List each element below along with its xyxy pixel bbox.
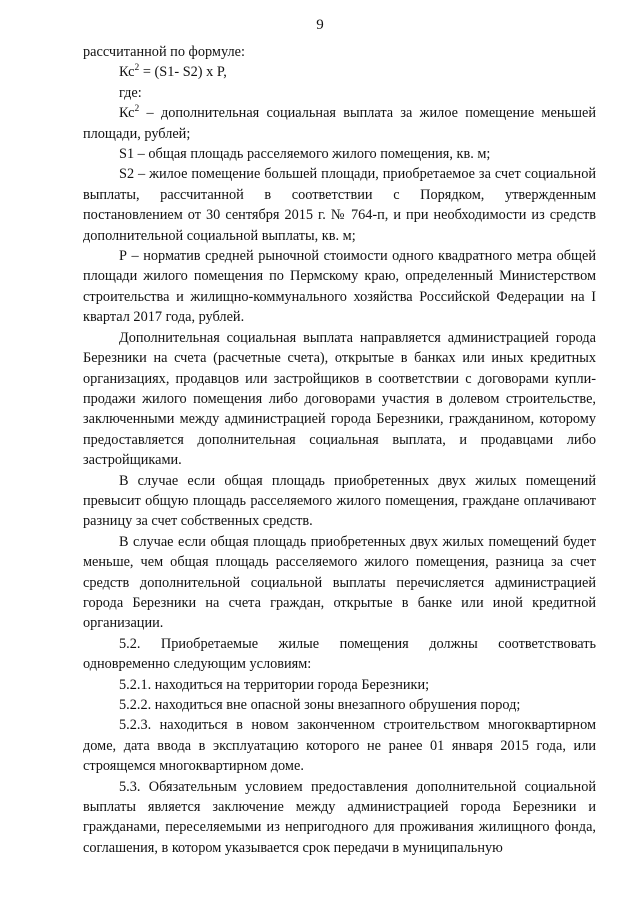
- formula-lhs-sup: 2: [134, 63, 140, 74]
- page-number: 9: [316, 17, 324, 33]
- paragraph: 5.3. Обязательным условием предоставления дополнительной социальной выплаты является заключение между администрацией города Березники и гражданами, переселяемыми из непригодного для проживания жилищного фонда, соглашения, в котором указывается срок передачи в муниципальную: [83, 778, 596, 856]
- paragraph: В случае если общая площадь приобретенных двух жилых помещений будет меньше, чем общая площадь расселяемого жилого помещения, разница за счет средств дополнительной социальной выплаты перечисляется администрацией города Березники на счета граждан, открытые в банке или иной кредитной организации.: [83, 533, 596, 632]
- paragraph: 5.2.3. находиться в новом законченном строительством многоквартирном доме, дата ввода в эксплуатацию которого не ранее 01 января 2015 года, или строящемся многоквартирном доме.: [83, 717, 596, 775]
- kc-symbol-sup: 2: [134, 104, 140, 115]
- where-label: где:: [119, 84, 142, 101]
- document-body: [83, 42, 596, 858]
- paragraph: В случае если общая площадь приобретенных двух жилых помещений превысит общую площадь расселяемого жилого помещения, граждане оплачивают разницу за счет собственных средств.: [83, 472, 596, 530]
- formula: [83, 62, 596, 82]
- intro-line: рассчитанной по формуле:: [83, 44, 245, 60]
- paragraph: 5.2. Приобретаемые жилые помещения должны соответствовать одновременно следующим условиям:: [83, 635, 596, 673]
- formula-lhs: Кс: [119, 64, 135, 81]
- definition-kc: [83, 103, 596, 144]
- paragraph: Дополнительная социальная выплата направляется администрацией города Березники на счета (расчетные счета), открытые в банках или иных кредитных организациях, продавцов или застройщиков в соответствии с договорами купли-продажи жилого помещения либо договорами участия в долевом строительстве, заключенными между администрацией города Березники, гражданином, которому предоставляется дополнительная социальная выплата, и продавцами либо застройщиками.: [83, 329, 596, 469]
- definition-s1: S1 – общая площадь расселяемого жилого помещения, кв. м;: [119, 146, 491, 163]
- definition-s2: S2 – жилое помещение большей площади, приобретаемое за счет социальной выплаты, рассчитанной в соответствии с Порядком, утвержденным постановлением от 30 сентября 2015 г. № 764-п, и при необходимости из средств дополнительной социальной выплаты, кв. м;: [83, 166, 596, 244]
- formula-rhs: = (S1- S2) х P,: [139, 64, 227, 81]
- paragraph: 5.2.1. находиться на территории города Березники;: [119, 676, 430, 693]
- paragraph: 5.2.2. находиться вне опасной зоны внезапного обрушения пород;: [119, 697, 521, 713]
- kc-definition-text: – дополнительная социальная выплата за жилое помещение меньшей площади, рублей;: [83, 105, 596, 142]
- definition-p: Р – норматив средней рыночной стоимости одного квадратного метра общей площади жилого помещения по Пермскому краю, определенный Министерством строительства и жилищно-коммунального хозяйства Российской Федерации на I квартал 2017 года, рублей.: [83, 248, 596, 326]
- kc-symbol: Кс: [119, 105, 135, 122]
